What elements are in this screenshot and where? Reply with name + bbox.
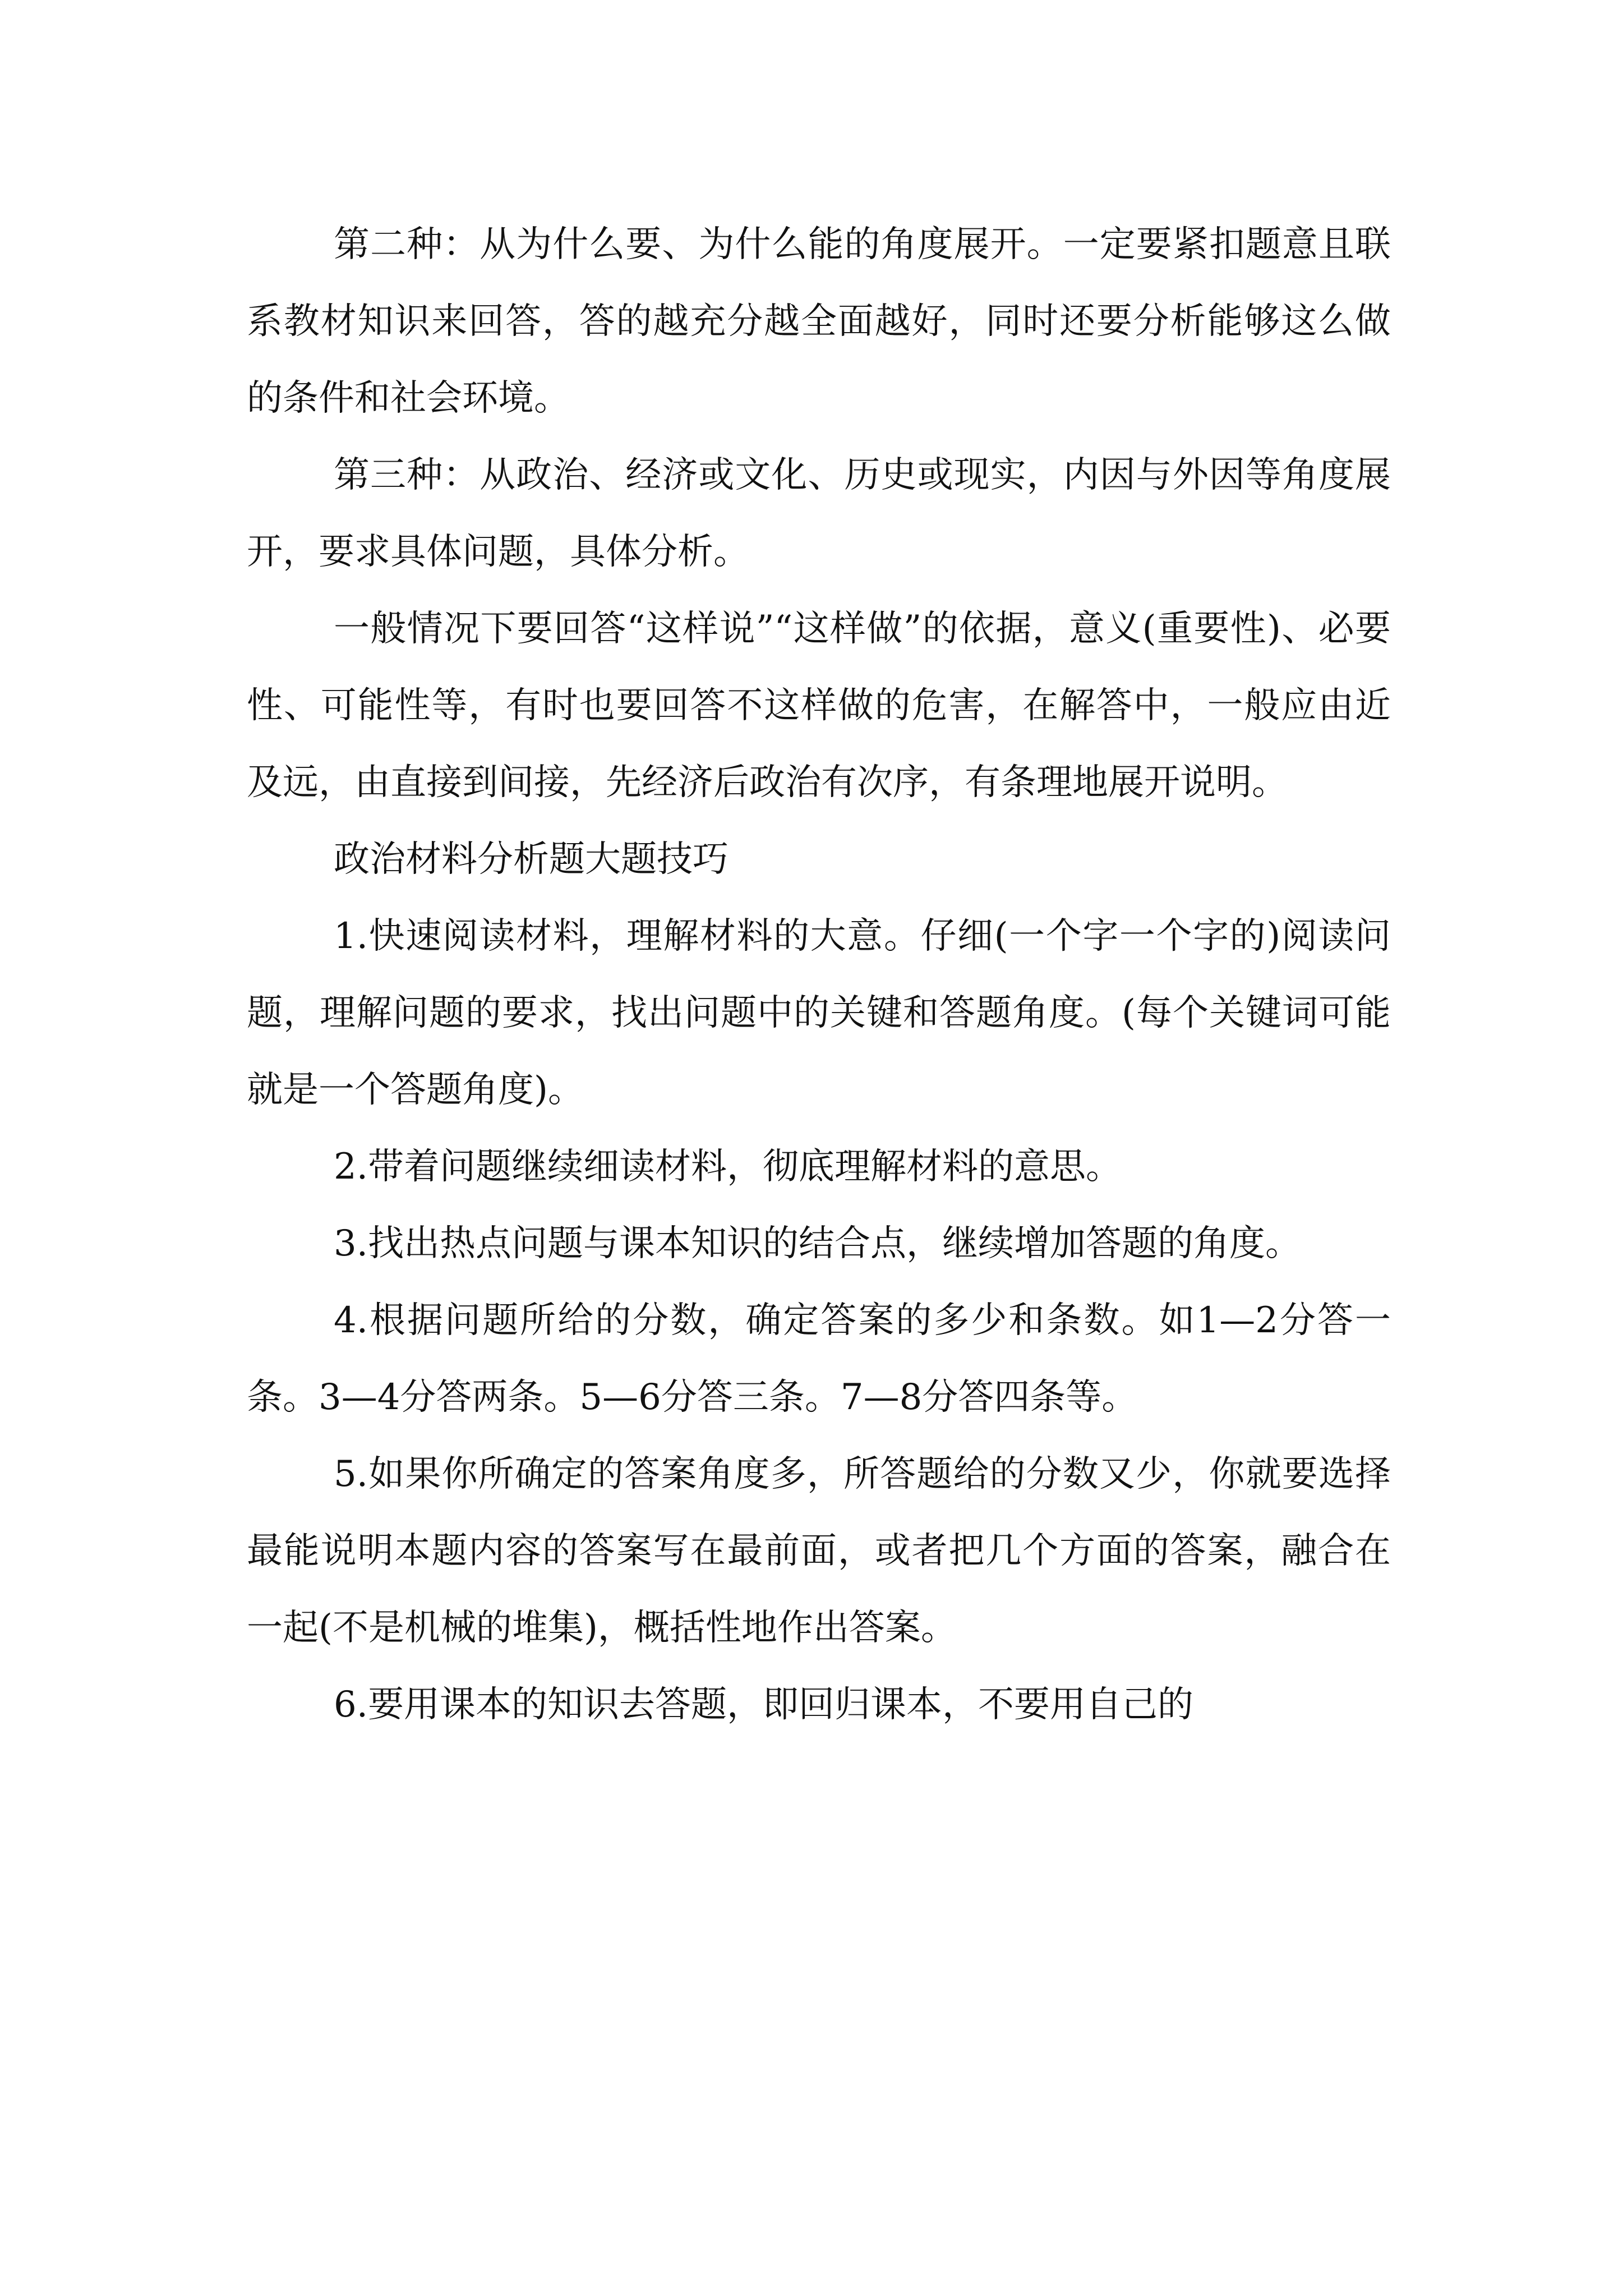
tip-item-4: 4.根据问题所给的分数，确定答案的多少和条数。如1—2分答一条。3—4分答两条。5—6分答三条。7—8分答四条等。	[247, 1300, 1391, 1418]
tip-item-6: 6.要用课本的知识去答题，即回归课本，不要用自己的	[334, 1684, 1194, 1726]
paragraph-second-approach: 第二种：从为什么要、为什么能的角度展开。一定要紧扣题意且联系教材知识来回答，答的越充分越全面越好，同时还要分析能够这么做的条件和社会环境。	[247, 224, 1391, 419]
paragraph-third-approach: 第三种：从政治、经济或文化、历史或现实，内因与外因等角度展开，要求具体问题，具体分析。	[247, 454, 1391, 573]
section-heading: 政治材料分析题大题技巧	[334, 839, 728, 880]
tip-item-2: 2.带着问题继续细读材料，彻底理解材料的意思。	[334, 1146, 1122, 1188]
tip-item-5: 5.如果你所确定的答案角度多，所答题给的分数又少，你就要选择最能说明本题内容的答案写在最前面，或者把几个方面的答案，融合在一起(不是机械的堆集)，概括性地作出答案。	[247, 1453, 1391, 1649]
body-text	[247, 206, 1391, 1743]
paragraph-general-guidance: 一般情况下要回答“这样说”“这样做”的依据，意义(重要性)、必要性、可能性等，有时也要回答不这样做的危害，在解答中，一般应由近及远，由直接到间接，先经济后政治有次序，有条理地展开说明。	[247, 608, 1391, 803]
tip-item-1: 1.快速阅读材料，理解材料的大意。仔细(一个字一个字的)阅读问题，理解问题的要求，找出问题中的关键和答题角度。(每个关键词可能就是一个答题角度)。	[247, 915, 1391, 1111]
tip-item-3: 3.找出热点问题与课本知识的结合点，继续增加答题的角度。	[334, 1223, 1302, 1264]
